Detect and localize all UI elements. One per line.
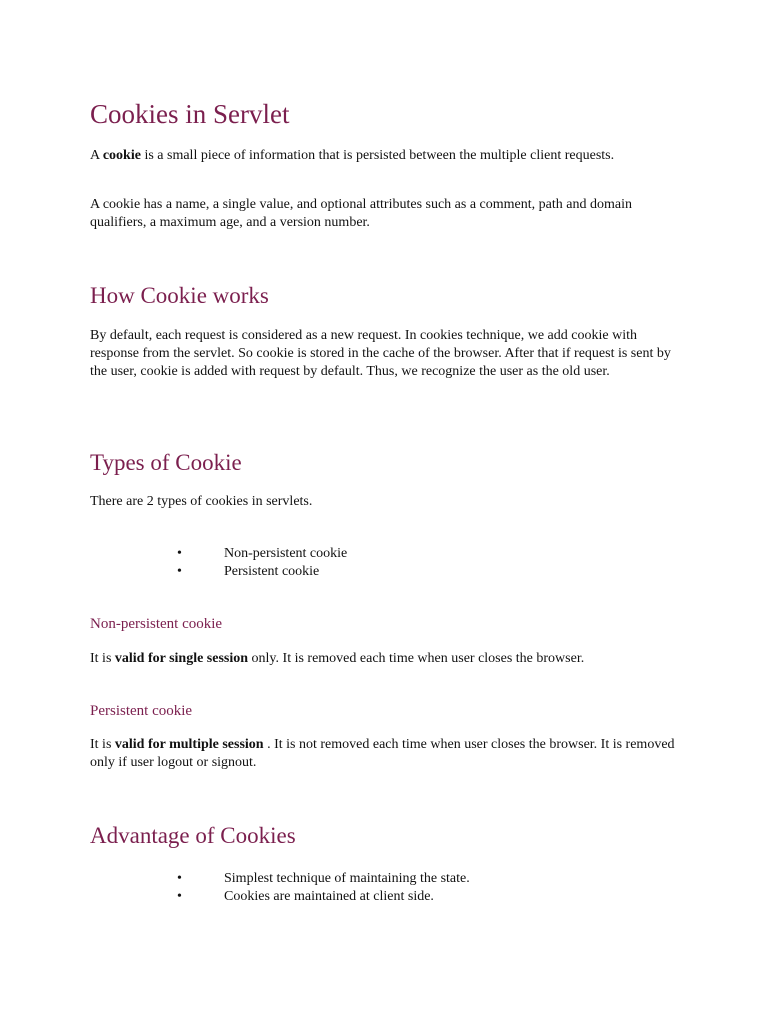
- how-cookie-works-heading: How Cookie works: [90, 283, 269, 308]
- bullet-icon: •: [177, 889, 182, 904]
- bullet-icon: •: [177, 871, 182, 886]
- cookie-types-list: [177, 545, 347, 581]
- page-title: Cookies in Servlet: [90, 99, 290, 129]
- persistent-emphasis: valid for multiple session: [114, 737, 264, 752]
- non-persistent-emphasis: valid for single session: [114, 651, 249, 666]
- non-persistent-paragraph: [90, 650, 682, 668]
- types-of-cookie-heading: Types of Cookie: [90, 450, 242, 475]
- non-persistent-suffix: only. It is removed each time when user closes the browser.: [248, 651, 585, 666]
- list-item-label: Cookies are maintained at client side.: [224, 889, 434, 904]
- list-item-label: Non-persistent cookie: [224, 546, 348, 561]
- bullet-icon: •: [177, 564, 182, 579]
- list-item: [177, 545, 347, 563]
- non-persistent-heading: Non-persistent cookie: [90, 616, 223, 632]
- description-paragraph: A cookie has a name, a single value, and optional attributes such as a comment, path and domain qualifiers, a maximum age, and a version number.: [90, 197, 632, 230]
- bullet-icon: •: [177, 546, 182, 561]
- intro-suffix: is a small piece of information that is persisted between the multiple client requests.: [140, 148, 615, 163]
- list-item: [177, 888, 470, 906]
- list-item-label: Simplest technique of maintaining the state.: [224, 871, 470, 886]
- advantage-of-cookies-heading: Advantage of Cookies: [90, 823, 296, 848]
- persistent-suffix: . It is not removed each time when user closes the browser. It is removed only if user logout or signout.: [90, 737, 675, 770]
- persistent-prefix: It is: [90, 737, 115, 752]
- intro-term: cookie: [102, 148, 141, 163]
- list-item-label: Persistent cookie: [224, 564, 320, 579]
- list-item: [177, 870, 470, 888]
- intro-prefix: A: [90, 148, 103, 163]
- persistent-heading: Persistent cookie: [90, 703, 193, 719]
- non-persistent-prefix: It is: [90, 651, 115, 666]
- list-item: [177, 563, 347, 581]
- intro-paragraph: [90, 147, 682, 165]
- persistent-paragraph: [90, 736, 682, 772]
- types-intro-paragraph: There are 2 types of cookies in servlets.: [90, 494, 313, 509]
- advantages-list: [177, 870, 470, 906]
- how-cookie-works-paragraph: By default, each request is considered as a new request. In cookies technique, we add cookie with response from the servlet. So cookie is stored in the cache of the browser. After that if request is sent by the user, cookie is added with request by default. Thus, we recognize the user as the old user.: [90, 328, 671, 379]
